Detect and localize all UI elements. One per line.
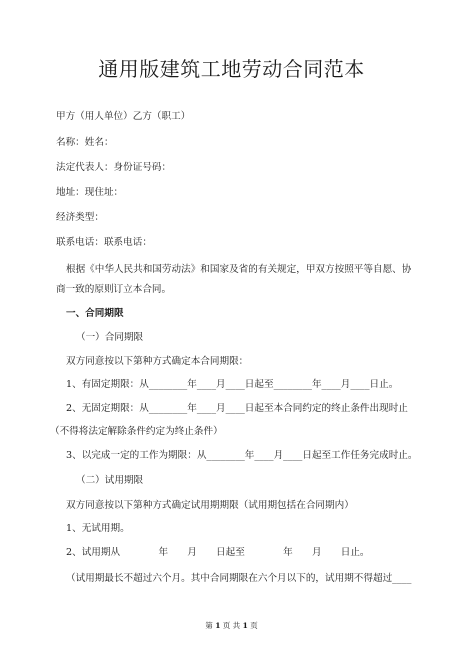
footer-prefix: 第 bbox=[205, 621, 213, 630]
page-footer bbox=[0, 621, 463, 631]
fixed-term-line: 1、有固定期限：从________年____月____日起至________年____月____日止。 bbox=[66, 379, 399, 390]
legal-rep-line: 法定代表人：身份证号码： bbox=[56, 162, 172, 173]
probation-method-line: 双方同意按以下第种方式确定试用期期限（试用期包括在合同期内） bbox=[66, 500, 354, 511]
party-header-line: 甲方（用人单位）乙方（职工） bbox=[56, 111, 191, 122]
preamble-line-1: 根据《中华人民共和国劳动法》和国家及省的有关规定，甲双方按照平等自愿、协 bbox=[66, 264, 412, 275]
open-term-note-line: （不得将法定解除条件约定为终止条件） bbox=[50, 426, 223, 437]
address-line: 地址：现住址： bbox=[56, 187, 124, 198]
footer-suffix: 页 bbox=[250, 621, 258, 630]
footer-page-number: 1 bbox=[215, 621, 221, 630]
open-term-line: 2、无固定期限：从________年____月____日起至本合同约定的终止条件出现时止 bbox=[66, 403, 408, 414]
task-term-line: 3、以完成一定的工作为期限：从________年____月____日起至工作任务完成时止。 bbox=[66, 450, 418, 461]
economic-type-line: 经济类型： bbox=[56, 212, 104, 223]
name-line: 名称：姓名： bbox=[56, 137, 114, 148]
probation-period-line: 2、试用期从 年 月 日起至 年 月 日止。 bbox=[66, 547, 370, 558]
phone-line: 联系电话：联系电话： bbox=[56, 237, 152, 248]
section-heading-contract-term: 一、合同期限 bbox=[66, 308, 124, 319]
subsection-probation: （二）试用期限 bbox=[76, 475, 144, 486]
subsection-contract-term: （一）合同期限 bbox=[76, 332, 144, 343]
term-method-line: 双方同意按以下第种方式确定本合同期限： bbox=[66, 356, 249, 367]
footer-middle: 页 共 bbox=[222, 621, 241, 630]
document-title: 通用版建筑工地劳动合同范本 bbox=[98, 57, 365, 81]
probation-note-line: （试用期最长不超过六个月。其中合同期限在六个月以下的，试用期不得超过____ bbox=[66, 573, 412, 584]
preamble-line-2: 商一致的原则订立本合同。 bbox=[56, 284, 172, 295]
no-probation-line: 1、无试用期。 bbox=[66, 523, 130, 534]
footer-total-pages: 1 bbox=[242, 621, 248, 630]
